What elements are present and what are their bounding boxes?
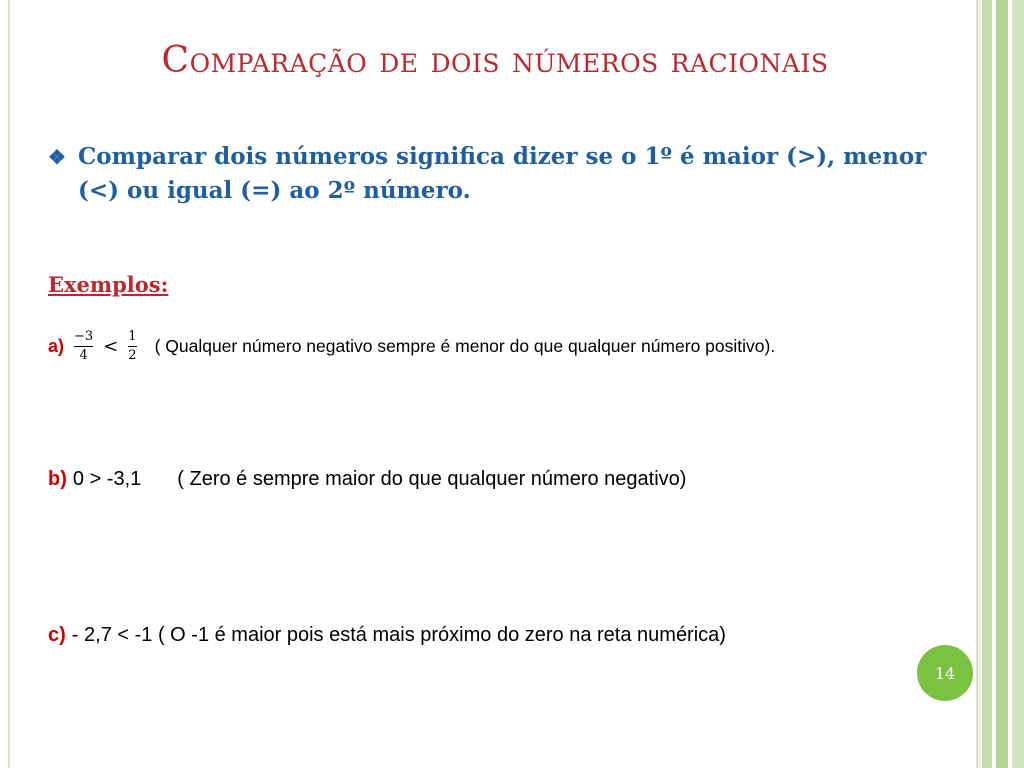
bullet-text: Comparar dois números significa dizer se o 1º é maior (>), menor (<) ou igual (=) ao 2º número.	[78, 143, 927, 204]
fraction-bar	[128, 346, 136, 347]
stripe	[982, 0, 992, 768]
decorative-side-stripes	[978, 0, 1024, 768]
page-number-badge	[917, 645, 973, 701]
page-number: 14	[934, 663, 956, 683]
stripe	[1012, 0, 1024, 768]
example-text: - 2,7 < -1 ( O -1 é maior pois está mais próximo do zero na reta numérica)	[71, 624, 726, 646]
stripe	[996, 0, 1008, 768]
fraction-denominator: 4	[79, 348, 88, 363]
example-c	[48, 624, 726, 647]
less-than-operator: <	[103, 336, 119, 357]
example-label: a)	[48, 336, 65, 356]
fraction-numerator: −3	[74, 329, 94, 344]
example-note: ( Zero é sempre maior do que qualquer número negativo)	[177, 468, 687, 490]
fraction-one-half	[128, 330, 136, 363]
fraction-neg-three-fourths	[74, 330, 93, 363]
example-label: c)	[48, 624, 66, 646]
example-expression: 0 > -3,1	[72, 468, 142, 490]
fraction-bar	[74, 346, 93, 347]
slide-title: Comparação de dois números racionais	[161, 40, 829, 81]
diamond-bullet-icon: ❖	[48, 145, 66, 169]
slide-frame	[8, 0, 978, 768]
fraction-numerator: 1	[128, 329, 137, 344]
bullet-point	[48, 140, 948, 208]
fraction-denominator: 2	[128, 348, 137, 363]
example-note: ( Qualquer número negativo sempre é menor do que qualquer número positivo).	[154, 336, 776, 356]
examples-heading: Exemplos:	[48, 272, 169, 297]
example-label: b)	[48, 468, 67, 490]
example-a	[48, 330, 775, 363]
example-b	[48, 468, 686, 491]
